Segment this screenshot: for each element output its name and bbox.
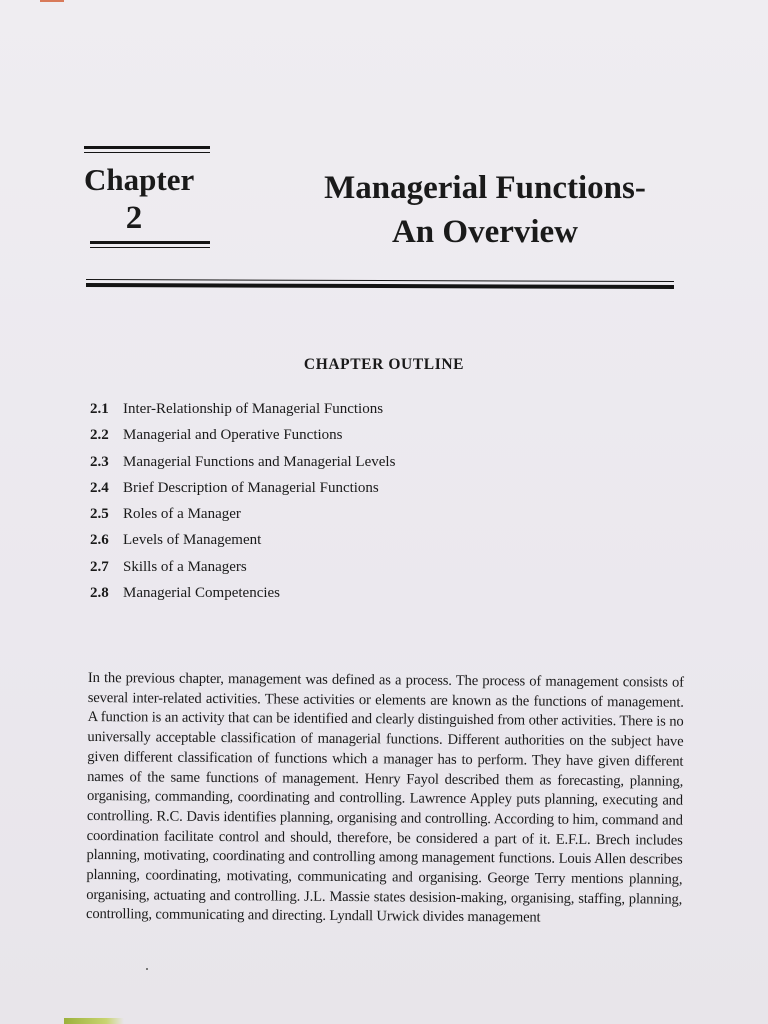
outline-item — [90, 503, 510, 529]
outline-item-text: Skills of a Managers — [123, 558, 247, 575]
outline-item-number: 2.1 — [90, 401, 109, 417]
outline-item-text: Roles of a Manager — [123, 506, 241, 523]
chapter-title — [290, 166, 680, 254]
header-divider-thick — [86, 283, 674, 289]
chapter-label: Chapter — [84, 162, 195, 197]
outline-item-number: 2.4 — [90, 479, 109, 496]
outline-heading: CHAPTER OUTLINE — [303, 356, 465, 373]
outline-item — [90, 451, 510, 477]
outline-item-number: 2.3 — [90, 453, 109, 470]
outline-item — [90, 398, 510, 424]
ink-speck — [146, 968, 148, 970]
outline-item-text: Managerial Functions and Managerial Levels — [123, 453, 396, 470]
chapter-title-line-2: An Overview — [391, 214, 579, 250]
chapter-title-line-1: Managerial Functions- — [324, 170, 646, 206]
outline-item-text: Managerial and Operative Functions — [123, 427, 343, 444]
scan-edge-mark — [40, 0, 64, 2]
body-paragraph: In the previous chapter, management was defined as a process. The process of management consists of several inter-related activities. These activities or elements are known as the functions of management. A function is an activity that can be identified and clearly distinguished from other activities. There is no universally acceptable classification of managerial functions. Different authorities on the subject have given different classification of functions which a manager has to perform. They have given different names of the same functions of management. Henry Fayol described them as forecasting, planning, organising, commanding, coordinating and controlling. Lawrence Appley puts planning, executing and controlling. R.C. Davis identifies planning, organising and controlling. According to him, command and coordination facilitate control and should, therefore, be considered a part of it. E.F.L. Brech includes planning, motivating, coordinating and controlling among management functions. Louis Allen describes planning, coordinating, motivating, communicating and organising. George Terry mentions planning, organising, actuating and controlling. J.L. Massie states desision-making, organising, staffing, planning, controlling, communicating and directing. Lyndall Urwick divides management — [86, 669, 684, 926]
outline-item-text: Managerial Competencies — [123, 585, 281, 602]
outline-item-number: 2.8 — [90, 585, 109, 602]
outline-item-text: Levels of Management — [123, 532, 262, 549]
outline-item — [90, 529, 510, 555]
outline-item-number: 2.6 — [90, 532, 109, 549]
outline-item — [90, 477, 510, 503]
chapter-bottom-rule-thin — [90, 247, 210, 248]
outline-item-text: Brief Description of Managerial Functions — [123, 479, 379, 496]
outline-item-number: 2.7 — [90, 558, 109, 575]
outline-item — [90, 424, 510, 450]
chapter-bottom-rule-thick — [90, 241, 210, 244]
outline-item-text: Inter-Relationship of Managerial Functions — [123, 401, 384, 417]
outline-item-number: 2.2 — [90, 427, 109, 444]
outline-item-number: 2.5 — [90, 506, 109, 523]
outline-item — [90, 556, 510, 582]
outline-list — [90, 398, 510, 608]
chapter-top-rule-thick — [84, 146, 210, 149]
header-divider-thin — [86, 279, 674, 282]
scan-edge-mark-bottom — [64, 1018, 124, 1024]
outline-item — [90, 582, 510, 608]
chapter-top-rule-thin — [84, 152, 210, 153]
chapter-number: 2 — [125, 200, 143, 236]
